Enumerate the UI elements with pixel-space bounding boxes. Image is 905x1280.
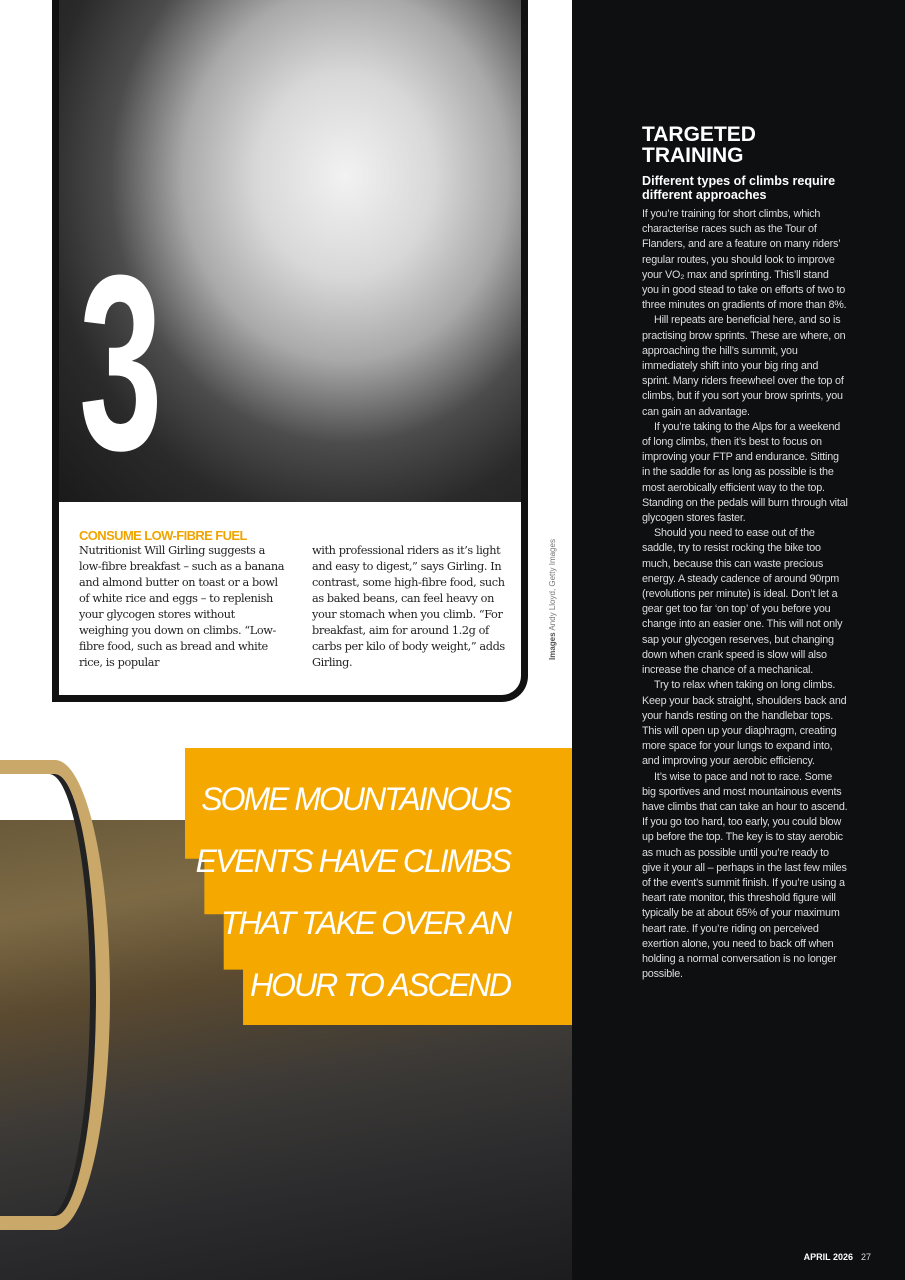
page-footer xyxy=(804,1252,871,1262)
body-paragraph: If you’re training for short climbs, which characterise races such as the Tour of Flanders, and are a feature on many riders’ regular routes, you should look to improve your VO₂ max and sprinting. This’ll stand you in good stead to take on efforts of two to three minutes on gradients of more than 8%. xyxy=(642,208,847,312)
caption-column-1: Nutritionist Will Girling suggests a low-fibre breakfast – such as a banana and almond butter on toast or a bowl of white rice and eggs – to replenish your glycogen stores without weighing you down on climbs. “Low-fibre food, such as bread and white rice, is popular xyxy=(79,544,285,669)
credit-text: Andy Lloyd, Getty Images xyxy=(548,539,557,631)
sidebar-number: 3 xyxy=(79,223,163,502)
credit-label: Images xyxy=(548,632,557,660)
sidebar-caption xyxy=(79,528,519,671)
caption-heading: CONSUME LOW-FIBRE FUEL xyxy=(79,528,247,543)
body-paragraph: Hill repeats are beneficial here, and so is practising brow sprints. These are where, on approaching the hill’s summit, you immediately shift into your big ring and sprint. Many riders freewheel over the top of climbs, but if you sort your brow sprints, you can gain an advantage. xyxy=(642,314,846,418)
body-paragraph: Try to relax when taking on long climbs. Keep your back straight, shoulders back and your hands resting on the handlebar tops. This will open up your diaphragm, creating more space for your lungs to expand into, and improving your aerobic efficiency. xyxy=(642,679,847,768)
caption-column-2: with professional riders as it’s light and easy to digest,” says Girling. In contrast, some high-fibre food, such as baked beans, can feel heavy on your stomach when you climb. “For breakfast, aim for around 1.2g of carbs per kilo of body weight,” adds Girling. xyxy=(312,544,505,669)
page-number: 27 xyxy=(860,1252,871,1262)
bicycle-wheel-image xyxy=(0,760,110,1230)
body-paragraph: It’s wise to pace and not to race. Some big sportives and most mountainous events have climbs that can take an hour to ascend. If you go too hard, too early, you could blow up before the top. The key is to stay aerobic as much as possible until you’re ready to give it your all – perhaps in the last few miles of the event’s summit finish. If you’re using a heart rate monitor, this threshold figure will typically be at about 65% of your maximum heart rate. If you’re riding on perceived exertion alone, you need to back off when holding a normal conversation is no longer possible. xyxy=(642,770,848,981)
article-title: TARGETED TRAINING xyxy=(642,123,756,167)
body-paragraph: Should you need to ease out of the saddle, try to resist rocking the bike too much, because this can waste precious energy. A steady cadence of around 90rpm (revolutions per minute) is ideal. Don’t let a gear get too far ‘on top’ of you before you change into an easier one. This will not only sap your glycogen reserves, but changing down when crank speed is slow will also increase the chance of a mechanical. xyxy=(642,527,843,677)
article-standfirst: Different types of climbs require different approaches xyxy=(642,174,836,202)
issue-date: APRIL 2026 xyxy=(803,1252,853,1262)
pull-quote: SOME MOUNTAINOUS EVENTS HAVE CLIMBS THAT TAKE OVER AN HOUR TO ASCEND xyxy=(195,781,510,1003)
body-paragraph: If you’re taking to the Alps for a weekend of long climbs, then it’s best to focus on improving your FTP and endurance. Sitting in the saddle for as long as possible is the most aerobically efficient way to the top. Standing on the pedals will burn through vital glycogen stores faster. xyxy=(642,420,848,525)
article-panel xyxy=(572,0,905,1280)
image-credit xyxy=(548,539,557,660)
sidebar-box xyxy=(52,0,528,702)
